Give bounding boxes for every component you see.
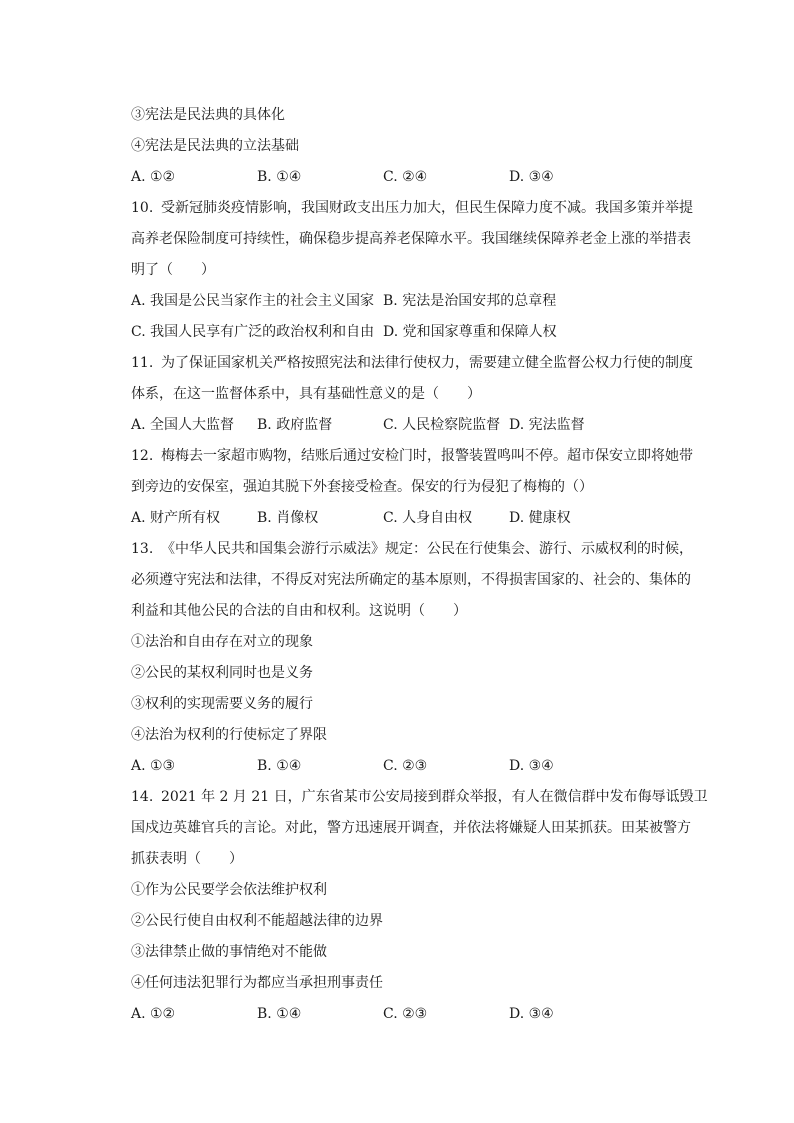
q13-statement-4: ④法治为权利的行使标定了界限 [131,727,327,743]
q14-text1: 2021 年 2 月 21 日，广东省某市公安局接到群众举报，有人在微信群中发布侮辱诋毁卫 [161,789,708,805]
q14-number: 14. [131,789,154,805]
q12-options [131,503,701,534]
q13-options [131,751,701,782]
q11-number: 11. [131,355,154,371]
question-content [131,100,708,1030]
q14-option-c[interactable]: C. ②③ [383,1006,428,1022]
q14-option-b[interactable]: B. ①④ [257,1006,302,1022]
q13-statement-2: ②公民的某权利同时也是义务 [131,665,313,681]
q11-option-d[interactable]: D. 宪法监督 [509,417,585,433]
q12-option-b[interactable]: B. 肖像权 [257,510,319,526]
q13-option-a[interactable]: A. ①③ [131,758,176,774]
q11-options [131,410,701,441]
q10-stem-line3: 明了（ ） [131,262,215,278]
q14-stem-line3: 抓获表明（ ） [131,851,243,867]
q12-option-c[interactable]: C. 人身自由权 [383,510,473,526]
q14-stem-line1 [131,782,708,813]
q10-option-b[interactable]: B. 宪法是治国安邦的总章程 [383,293,557,309]
q11-option-c[interactable]: C. 人民检察院监督 [383,417,501,433]
q14-option-a[interactable]: A. ①② [131,1006,176,1022]
q11-option-a[interactable]: A. 全国人大监督 [131,417,235,433]
q13-option-b[interactable]: B. ①④ [257,758,302,774]
q9-option-b[interactable]: B. ①④ [257,169,302,185]
q10-option-d[interactable]: D. 党和国家尊重和保障人权 [383,324,557,340]
statement-4: ④宪法是民法典的立法基础 [131,138,299,154]
q14-option-d[interactable]: D. ③④ [509,1006,554,1022]
q10-stem-line2: 高养老保险制度可持续性，确保稳步提高养老保障水平。我国继续保障养老金上涨的举措表 [131,231,691,247]
q14-statement-2: ②公民行使自由权利不能超越法律的边界 [131,913,383,929]
q13-statement-1: ①法治和自由存在对立的现象 [131,634,313,650]
q13-number: 13. [131,541,154,557]
q9-option-a[interactable]: A. ①② [131,169,176,185]
q10-stem-line1 [131,193,701,224]
q13-stem-line3: 利益和其他公民的合法的自由和权利。这说明（ ） [131,603,467,619]
q11-stem-line1 [131,348,701,379]
q10-option-c[interactable]: C. 我国人民享有广泛的政治权利和自由 [131,324,375,340]
q12-option-d[interactable]: D. 健康权 [509,510,571,526]
q13-option-c[interactable]: C. ②③ [383,758,428,774]
q12-option-a[interactable]: A. 财产所有权 [131,510,221,526]
q12-number: 12. [131,448,154,464]
q10-options-row1 [131,286,701,317]
q13-statement-3: ③权利的实现需要义务的履行 [131,696,313,712]
q13-stem-line2: 必须遵守宪法和法律，不得反对宪法所确定的基本原则，不得损害国家的、社会的、集体的 [131,572,691,588]
q11-option-b[interactable]: B. 政府监督 [257,417,333,433]
q11-text1: 为了保证国家机关严格按照宪法和法律行使权力，需要建立健全监督公权力行使的制度 [161,355,693,371]
q12-stem-line1 [131,441,701,472]
q14-statement-3: ③法律禁止做的事情绝对不能做 [131,944,327,960]
q12-text1: 梅梅去一家超市购物，结账后通过安检门时，报警装置鸣叫不停。超市保安立即将她带 [161,448,693,464]
q10-text1: 受新冠肺炎疫情影响，我国财政支出压力加大，但民生保障力度不减。我国多策并举提 [161,200,693,216]
statement-3: ③宪法是民法典的具体化 [131,107,285,123]
q12-stem-line2: 到旁边的安保室，强迫其脱下外套接受检查。保安的行为侵犯了梅梅的（） [131,479,593,495]
q11-stem-line2: 体系，在这一监督体系中，具有基础性意义的是（ ） [131,386,481,402]
q10-options-row2 [131,317,701,348]
q10-number: 10. [131,200,154,216]
q14-stem-line2: 国戍边英雄官兵的言论。对此，警方迅速展开调查，并依法将嫌疑人田某抓获。田某被警方 [131,820,691,836]
q9-option-c[interactable]: C. ②④ [383,169,428,185]
q10-option-a[interactable]: A. 我国是公民当家作主的社会主义国家 [131,293,375,309]
q14-options [131,999,701,1030]
q9-option-d[interactable]: D. ③④ [509,169,554,185]
q14-statement-4: ④任何违法犯罪行为都应当承担刑事责任 [131,975,383,991]
q9-options [131,162,701,193]
q13-text1: 《中华人民共和国集会游行示威法》规定：公民在行使集会、游行、示威权利的时候， [161,541,693,557]
q14-statement-1: ①作为公民要学会依法维护权利 [131,882,327,898]
q13-stem-line1 [131,534,701,565]
q13-option-d[interactable]: D. ③④ [509,758,554,774]
